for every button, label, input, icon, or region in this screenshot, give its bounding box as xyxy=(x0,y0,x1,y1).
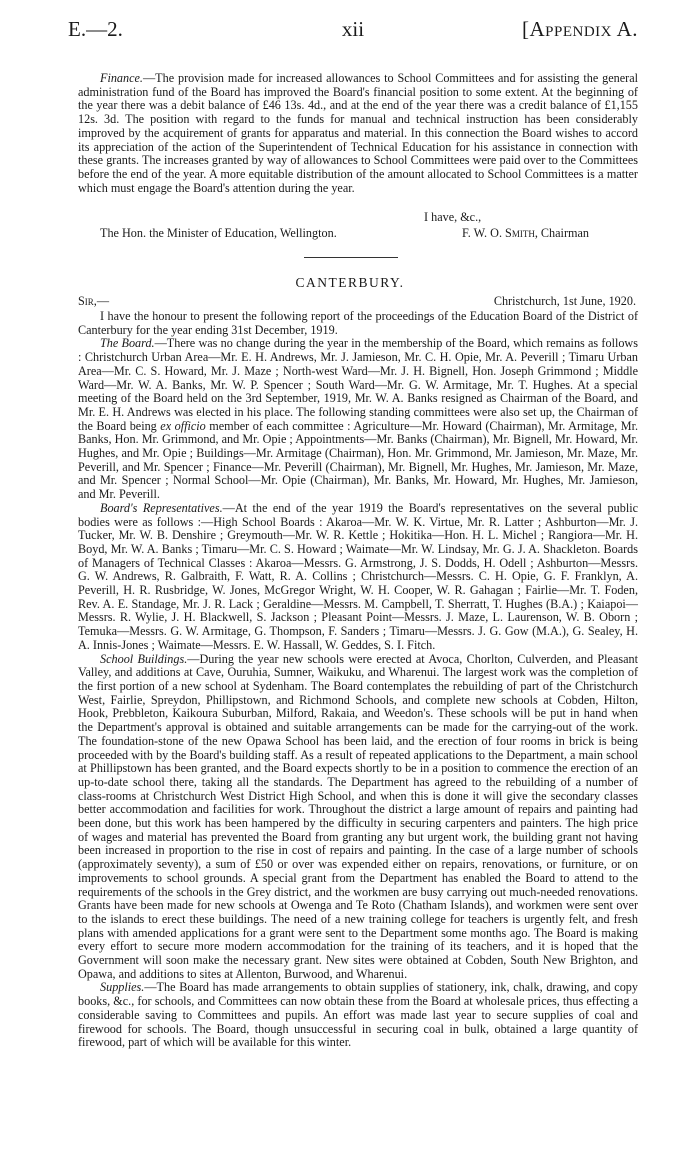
signer-name: Smith xyxy=(505,226,535,240)
closing-line: I have, &c., xyxy=(424,210,482,224)
signer-title: , Chairman xyxy=(534,226,589,240)
buildings-heading: School Buildings. xyxy=(100,651,188,666)
page-header xyxy=(68,14,638,44)
dateline: Christchurch, 1st June, 1920. xyxy=(493,294,636,308)
supplies-text: —The Board has made arrangements to obtain supplies of stationery, ink, chalk, drawing, and copy books, &c., for schools, and Committees can now obtain these from the Board at wholesale prices, thus effecting a considerable saving to Committees and pupils. An effort was made last year to secure supplies of coal and firewood for schools. The Board, though unsuccessful in securing coal in bulk, obtained a large quantity of firewood, part of which will be available for this winter. xyxy=(78,980,638,1050)
appendix-label: [Appendix A. xyxy=(521,17,638,41)
representatives-text: —At the end of the year 1919 the Board's representatives on the several public bodies were as follows :—High School Boards : Akaroa—Mr. W. K. Virtue, Mr. R. Latter ; Ashburton—Mr. J. Tucker, Mr. W. B. Denshire ; Greymouth—Mr. W. R. Kettle ; Hokitika—Hon. H. L. Michel ; Rangiora—Mr. H. Boyd, Mr. W. A. Banks ; Timaru—Mr. C. S. Howard ; Waimate—Mr. W. Lindsay, Mr. G. J. A. Shackleton. Boards of Managers of Technical Classes : Akaroa—Messrs. G. Armstrong, J. S. Dodds, H. Odell ; Ashburton—Messrs. G. W. Andrews, R. Galbraith, F. Watt, R. A. Collins ; Christchurch—Messrs. C. H. Opie, G. F. Franklyn, A. Peverill, H. R. Rusbridge, W. Jones, McGregor Wright, W. H. Cooper, W. R. Gahagan ; Fairlie—Mr. T. Foden, Rev. A. E. Standage, Mr. J. R. Lack ; Geraldine—Messrs. M. Campbell, T. Sherratt, T. Hughes (B.A.) ; Kaiapoi—Messrs. R. Wylie, J. H. Blackwell, S. Jackson ; Pleasant Point—Messrs. J. Maze, L. Laurenson, W. B. Oborn ; Temuka—Messrs. G. W. Armitage, G. Thompson, F. Sanders ; Timaru—Messrs. J. G. Gow (M.A.), G. Sealey, H. A. Innis-Jones ; Waimate—Messrs. E. W. Hassall, W. Geddes, S. I. Fitch. xyxy=(78,500,639,652)
board-heading: The Board. xyxy=(100,336,155,351)
supplies-paragraph xyxy=(78,981,638,1050)
signer-initials: F. W. O. xyxy=(462,226,502,240)
finance-heading: Finance. xyxy=(100,71,143,85)
finance-paragraph xyxy=(78,72,638,195)
report-body xyxy=(78,310,638,1050)
supplies-heading: Supplies. xyxy=(100,980,145,995)
representatives-heading: Board's Representatives. xyxy=(100,500,223,515)
intro-paragraph: I have the honour to present the following report of the proceedings of the Education Board of the District of Canterbury for the year ending 31st December, 1919. xyxy=(78,309,638,337)
representatives-paragraph xyxy=(78,502,638,653)
board-paragraph xyxy=(78,337,638,501)
addressee: The Hon. the Minister of Education, Wellington. xyxy=(100,226,337,240)
report-code: E.—2. xyxy=(68,17,123,41)
page-number: xii xyxy=(341,17,365,41)
salutation: Sir,— xyxy=(78,294,110,308)
section-divider xyxy=(304,257,398,258)
section-title: CANTERBURY. xyxy=(295,275,405,290)
board-text-1: —There was no change during the year in the membership of the Board, which remains as follows : Christchurch Urban Area—Mr. E. H. Andrews, Mr. J. Jamieson, Mr. C. H. Opie, Mr. A. Peverill ; Timaru Urban Area—Mr. C. S. Howard, Mr. J. Maze ; North-west Ward—Mr. J. H. Bignell, Hon. Joseph Grimmond ; Middle Ward—Mr. W. A. Banks, Mr. W. P. Spencer ; South Ward—Mr. G. W. Armitage, Mr. T. Hughes. At a special meeting of the Board held on the 3rd September, 1919, Mr. W. A. Banks resigned as Chairman of the Board, and Mr. E. H. Andrews was elected in his place. The following standing committees were also set up, the Chairman of the Board being xyxy=(78,336,638,433)
buildings-text: —During the year new schools were erected at Avoca, Chorlton, Culverden, and Pleasant Valley, and additions at Cave, Ouruhia, Sumner, Waikuku, and Wharenui. The largest work was the completion of the first portion of a new school at Sydenham. The Board contemplates the rebuilding of part of the Christchurch West, Fairlie, Spreydon, Phillipstown, and Richmond Schools, and complete new schools at Cobden, Hilton, Hook, Prebbleton, Kaikoura Suburban, Milford, Rakaia, and Weedon's. These schools will be put in hand when the Department's approval is obtained and suitable arrangements can be made for the carrying-out of the work. The foundation-stone of the new Opawa School has been laid, and the erection of four rooms in brick is being proceeded with by the Board's building staff. As a result of repeated applications to the Department, a main school at Phillipstown has been granted, and the Board expects shortly to be in a position to commence the erection of an up-to-date school there, taking all the standards. The Department has agreed to the rebuilding of a number of class-rooms at Christchurch West District High School, and when this is done it will give the secondary classes better accommodation and facilities for work. Throughout the district a large amount of repairs and painting had been done, but this work has been hampered by the difficulty in securing carpenters and painters. The high price of wages and material has prevented the Board from granting any but urgent work, the building grant not having been increased in proportion to the rise in cost of repairs and painting. In the case of a large number of schools (approximately seventy), a sum of £50 or over was expended either on repairs, renovations, or furniture, or on improvements to school grounds. A special grant from the Department has enabled the Board to attend to the requirements of the schools in the Grey district, and the workmen are busy carrying out much-needed renovations. Grants have been made for new schools at Owenga and Te Roto (Chatham Islands), and workmen were sent over to the islands to erect these buildings. The need of a new training college for teachers is urgently felt, and fresh plans with amended applications for a grant were sent to the Department some months ago. The Board is making every effort to secure more modern accommodation for the training of its teachers, and it is hoped that the Government will soon make the necessary grant. New sites were obtained at Cobden, South New Brighton, and Opawa, and additions to sites at Allenton, Burwood, and Wharenui. xyxy=(78,651,638,981)
signature xyxy=(462,227,589,241)
buildings-paragraph xyxy=(78,653,638,982)
finance-text: —The provision made for increased allowances to School Committees and for assisting the general administration fund of the Board has improved the Board's financial position to some extent. At the beginning of the year there was a debit balance of £46 13s. 4d., and at the end of the year there was a credit balance of £1,155 12s. 3d. The position with regard to the funds for manual and technical instruction has been considerably improved by the acquirement of grants for apparatus and material. In this connection the Board wishes to accord its appreciation of the action of the Superintendent of Technical Education for his assistance in connection with these grants. The increases granted by way of allowances to School Committees were paid over to the Committees before the end of the year. A more equitable distribution of the amount allocated to School Committees is a matter which must engage the Board's attention during the year. xyxy=(78,71,638,195)
ex-officio: ex officio xyxy=(160,418,206,433)
board-text-2: member of each committee : Agriculture—Mr. Howard (Chairman), Mr. Armitage, Mr. Banks, Hon. Mr. Grimmond, and Mr. Opie ; Appointments—Mr. Banks (Chairman), Mr. Bignell, Mr. Howard, Mr. Hughes, and Mr. Opie ; Buildings—Mr. Armitage (Chairman), Hon. Mr. Grimmond, Mr. Jamieson, Mr. Maze, Mr. Peverill, and Mr. Spencer ; Finance—Mr. Peverill (Chairman), Mr. Bignell, Mr. Hughes, Mr. Jamieson, Mr. Maze, and Mr. Spencer ; Normal School—Mr. Opie (Chairman), Mr. Banks, Mr. Howard, Mr. Hughes, Mr. Jamieson, and Mr. Peverill. xyxy=(78,418,639,502)
